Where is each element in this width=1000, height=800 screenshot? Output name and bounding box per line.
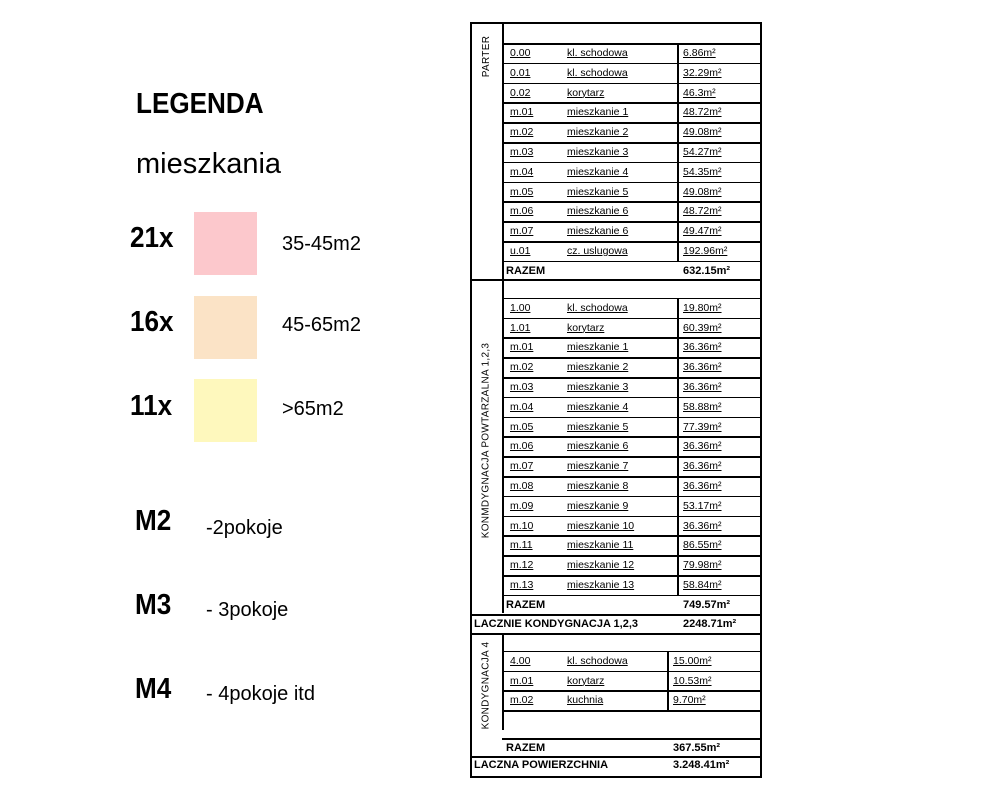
room-name: mieszkanie 13 [567, 579, 635, 591]
room-area: 46.3m² [683, 86, 716, 99]
row-divider [502, 456, 760, 458]
room-number: m.10 [510, 519, 534, 532]
section-total-label: RAZEM [506, 264, 546, 277]
room-number: m.01 [510, 341, 534, 354]
row-divider [502, 122, 760, 124]
room-name: mieszkanie 2 [567, 126, 629, 139]
room-name: mieszkanie 6 [567, 205, 629, 218]
room-name: kl. schodowa [567, 301, 628, 314]
row-divider [502, 221, 760, 223]
room-area: 49.08m² [683, 185, 722, 198]
row-divider [502, 397, 760, 399]
room-name: mieszkanie 5 [567, 185, 629, 198]
row-divider [502, 377, 760, 379]
room-type-code: M3 [135, 589, 172, 621]
room-number: u.01 [510, 245, 531, 257]
room-area: 86.55m² [683, 539, 722, 552]
room-area: 54.27m² [683, 146, 722, 158]
column-divider [502, 633, 504, 730]
row-divider [502, 162, 760, 164]
room-name: korytarz [567, 321, 605, 334]
room-area: 15.00m² [673, 654, 712, 667]
room-name: mieszkanie 1 [567, 341, 629, 354]
row-divider [502, 595, 760, 597]
room-area: 32.29m² [683, 66, 722, 79]
category-range: 45-65m2 [282, 314, 361, 336]
summary-label: LACZNIE KONDYGNACJA 1,2,3 [474, 617, 639, 630]
summary-value: 2248.71m² [683, 617, 737, 630]
category-range: 35-45m2 [282, 233, 361, 255]
column-divider [677, 43, 679, 261]
room-number: m.09 [510, 499, 534, 512]
room-area: 36.36m² [683, 361, 722, 374]
room-number: 0.00 [510, 47, 531, 59]
room-name: korytarz [567, 674, 605, 687]
row-divider [502, 496, 760, 498]
row-divider [502, 182, 760, 184]
row-divider [502, 241, 760, 243]
room-name: cz. uslugowa [567, 245, 628, 257]
section-label-kondygnacja-powtarzalna: KONMDYGNACJA POWTARZALNA 1,2,3 [480, 343, 492, 539]
room-area: 36.36m² [683, 460, 722, 473]
room-area: 58.88m² [683, 400, 722, 413]
room-area: 58.84m² [683, 579, 722, 591]
room-number: m.06 [510, 205, 534, 218]
room-name: mieszkanie 10 [567, 519, 635, 532]
section-total-value: 367.55m² [673, 742, 721, 755]
room-name: korytarz [567, 86, 605, 99]
section-total-label: RAZEM [506, 742, 546, 755]
room-area: 36.36m² [683, 381, 722, 393]
room-area: 192.96m² [683, 245, 728, 257]
room-area: 60.39m² [683, 321, 722, 334]
room-type-code: M2 [135, 505, 172, 537]
row-divider [502, 298, 760, 300]
row-divider [502, 43, 760, 45]
room-name: mieszkanie 5 [567, 420, 629, 433]
room-name: kuchnia [567, 694, 604, 707]
room-area: 53.17m² [683, 499, 722, 512]
row-divider [502, 651, 760, 653]
room-number: m.03 [510, 146, 534, 158]
room-area: 10.53m² [673, 674, 712, 687]
room-number: m.05 [510, 185, 534, 198]
room-area: 9.70m² [673, 694, 706, 707]
row-divider [502, 83, 760, 85]
room-number: m.04 [510, 400, 534, 413]
room-number: m.07 [510, 225, 534, 238]
room-number: m.08 [510, 480, 534, 492]
room-number: m.01 [510, 106, 534, 119]
room-name: mieszkanie 11 [567, 539, 634, 552]
column-divider [667, 651, 669, 710]
row-divider [502, 516, 760, 518]
section-label-kondygnacja-4: KONDYGNACJA 4 [480, 641, 492, 730]
room-number: m.13 [510, 579, 534, 591]
row-divider [502, 555, 760, 557]
room-name: mieszkanie 4 [567, 165, 629, 178]
section-total-value: 632.15m² [683, 264, 731, 277]
section-divider [472, 279, 760, 281]
color-swatch-large [194, 379, 257, 442]
room-name: mieszkanie 2 [567, 361, 629, 374]
room-type-desc: -2pokoje [206, 517, 283, 539]
room-type-desc: - 3pokoje [206, 599, 289, 621]
section-divider [472, 614, 760, 616]
room-area: 48.72m² [683, 106, 722, 119]
room-name: mieszkanie 12 [567, 559, 635, 572]
grand-total-value: 3.248.41m² [673, 759, 730, 772]
room-name: mieszkanie 9 [567, 499, 629, 512]
room-number: 1.00 [510, 301, 531, 314]
room-name: mieszkanie 3 [567, 381, 629, 393]
column-divider [677, 298, 679, 595]
room-area: 19.80m² [683, 301, 722, 314]
room-number: m.02 [510, 694, 534, 707]
room-number: m.03 [510, 381, 534, 393]
row-divider [502, 417, 760, 419]
room-number: m.02 [510, 361, 534, 374]
section-label-parter: PARTER [480, 35, 492, 77]
room-number: m.12 [510, 559, 534, 572]
room-area: 49.08m² [683, 126, 722, 139]
room-area: 36.36m² [683, 519, 722, 532]
row-divider [502, 142, 760, 144]
room-name: mieszkanie 7 [567, 460, 629, 473]
color-swatch-medium [194, 296, 257, 359]
room-number: m.11 [510, 539, 533, 552]
color-swatch-small [194, 212, 257, 275]
row-divider [502, 738, 760, 740]
room-area: 54.35m² [683, 165, 722, 178]
room-number: m.06 [510, 440, 534, 453]
room-number: m.07 [510, 460, 534, 473]
row-divider [502, 102, 760, 104]
room-area: 79.98m² [683, 559, 722, 572]
row-divider [502, 690, 760, 692]
column-divider [502, 279, 504, 613]
row-divider [502, 261, 760, 263]
legend-title: LEGENDA [136, 88, 264, 120]
section-total-label: RAZEM [506, 598, 546, 611]
row-divider [502, 337, 760, 339]
category-count: 21x [130, 222, 174, 254]
room-area: 36.36m² [683, 440, 722, 453]
row-divider [502, 63, 760, 65]
section-divider [472, 756, 760, 758]
row-divider [502, 575, 760, 577]
room-name: mieszkanie 8 [567, 480, 629, 492]
row-divider [502, 710, 760, 712]
section-divider [472, 633, 760, 635]
row-divider [502, 436, 760, 438]
row-divider [502, 201, 760, 203]
room-type-desc: - 4pokoje itd [206, 683, 315, 705]
category-range: >65m2 [282, 398, 344, 420]
row-divider [502, 671, 760, 673]
room-area: 36.36m² [683, 480, 722, 492]
room-area: 77.39m² [683, 420, 722, 433]
row-divider [502, 476, 760, 478]
room-number: 0.02 [510, 86, 531, 99]
category-count: 11x [130, 390, 173, 422]
row-divider [502, 318, 760, 320]
room-number: 4.00 [510, 654, 531, 667]
room-type-code: M4 [135, 673, 172, 705]
room-number: m.01 [510, 674, 534, 687]
room-name: mieszkanie 4 [567, 400, 629, 413]
room-area: 6.86m² [683, 47, 716, 59]
room-number: m.04 [510, 165, 534, 178]
room-area: 49.47m² [683, 225, 722, 238]
room-name: kl. schodowa [567, 47, 628, 59]
room-name: mieszkanie 1 [567, 106, 629, 119]
area-table [470, 22, 762, 778]
room-number: m.02 [510, 126, 534, 139]
room-name: kl. schodowa [567, 66, 628, 79]
grand-total-label: LACZNA POWIERZCHNIA [474, 759, 609, 772]
room-area: 48.72m² [683, 205, 722, 218]
room-name: kl. schodowa [567, 654, 628, 667]
room-number: 1.01 [510, 321, 531, 334]
column-divider [502, 24, 504, 281]
section-total-value: 749.57m² [683, 598, 731, 611]
legend-subtitle: mieszkania [136, 148, 282, 180]
room-name: mieszkanie 3 [567, 146, 629, 158]
room-number: 0.01 [510, 66, 531, 79]
row-divider [502, 535, 760, 537]
room-area: 36.36m² [683, 341, 722, 354]
room-name: mieszkanie 6 [567, 225, 629, 238]
room-name: mieszkanie 6 [567, 440, 629, 453]
category-count: 16x [130, 306, 174, 338]
row-divider [502, 357, 760, 359]
room-number: m.05 [510, 420, 534, 433]
